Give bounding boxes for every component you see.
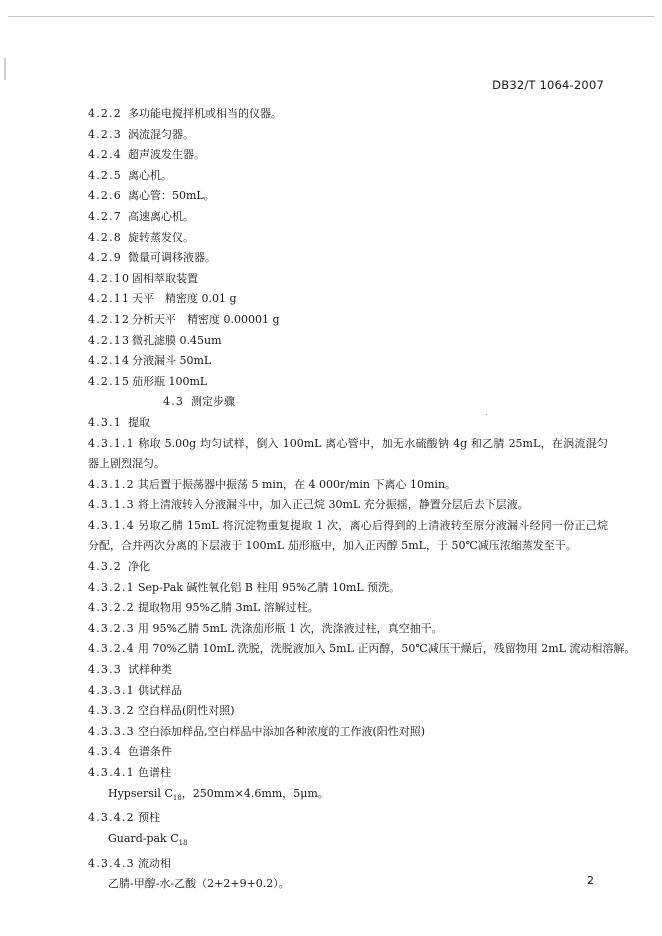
list-item: 4.2.10 固相萃取装置: [88, 271, 198, 285]
list-item: 4.2.13 微孔滤膜 0.45um: [88, 333, 222, 347]
list-item: 4.2.15 茄形瓶 100mL: [88, 374, 208, 388]
paragraph: 4.3.3.2 空白样品(阴性对照): [88, 704, 235, 718]
paragraph: 4.3.2.2 提取物用 95%乙腈 3mL 溶解过柱。: [88, 601, 319, 615]
subsection-heading: 4.3.3 试样种类: [88, 663, 172, 677]
paragraph: 4.3.1.1 称取 5.00g 均匀试样，倒入 100mL 离心管中，加无水硫酸钠 4g 和乙腈 25mL，在涡流混匀器上剧烈混匀。: [88, 436, 608, 471]
list-item: 4.2.11 天平 精密度 0.01 g: [88, 292, 237, 306]
subsection-heading: 4.3.4 色谱条件: [88, 745, 172, 759]
paragraph: 4.3.1.2 其后置于振荡器中振荡 5 min，在 4 000r/min 下离心 10min。: [88, 477, 457, 491]
paragraph: 4.3.3.1 供试样品: [88, 683, 182, 697]
column-spec: Hypsersil $C_{18}$，250mm×4.6mm，5μm。: [108, 786, 329, 802]
list-item: 4.2.6 离心管：50mL。: [88, 189, 215, 203]
page-number: 2: [587, 874, 594, 887]
subsection-heading: 4.3.2 净化: [88, 560, 150, 574]
list-item: 4.2.14 分液漏斗 50mL: [88, 354, 212, 368]
paragraph: 4.3.1.4 另取乙腈 15mL 将沉淀物重复提取 1 次，离心后得到的上清液转至原分液漏斗经同一份正己烷分配，合并两次分离的下层液于 100mL 茄形瓶中，加入正丙醇 5mL，于 50℃减压浓缩蒸发至干。: [88, 518, 608, 553]
list-item: 4.2.4 超声波发生器。: [88, 148, 205, 162]
subsubsection-heading: 4.3.4.1 色谱柱: [88, 766, 171, 779]
mobile-phase-spec: 乙腈-甲醇-水-乙酸（2+2+9+0.2）。: [108, 877, 290, 891]
scan-edge-mark: [4, 58, 6, 80]
subsubsection-heading: 4.3.4.3 流动相: [88, 856, 171, 870]
document-body: [88, 104, 636, 895]
list-item: 4.2.3 涡流混匀器。: [88, 127, 194, 141]
paragraph: 4.3.2.4 用 70%乙腈 10mL 洗脱，洗脱液加入 5mL 正丙醇，50℃减压干燥后，残留物用 2mL 流动相溶解。: [88, 642, 636, 656]
paragraph: 4.3.1.3 将上清液转入分液漏斗中，加入正己烷 30mL 充分振摇，静置分层后去下层液。: [88, 498, 529, 512]
paragraph: 4.3.2.1 Sep-Pak 碱性氧化铝 B 柱用 95%乙腈 10mL 预洗。: [88, 580, 401, 594]
list-item: 4.2.2 多功能电搅拌机或相当的仪器。: [88, 107, 282, 120]
list-item: 4.2.9 微量可调移液器。: [88, 251, 216, 265]
subsection-heading: 4.3.1 提取: [88, 415, 150, 429]
list-item: 4.2.7 高速离心机。: [88, 209, 194, 223]
subsubsection-heading: 4.3.4.2 预柱: [88, 811, 160, 825]
document-code: DB32/T 1064-2007: [492, 78, 604, 92]
list-item: 4.2.12 分析天平 精密度 0.00001 g: [88, 312, 280, 326]
scan-edge-line: [8, 16, 654, 17]
section-heading: 4.3 测定步骤: [163, 395, 235, 409]
paragraph: 4.3.3.3 空白添加样品,空白样品中添加各种浓度的工作液(阳性对照): [88, 724, 426, 738]
guard-column-spec: Guard-pak $C_{18}$: [108, 831, 188, 848]
list-item: 4.2.8 旋转蒸发仪。: [88, 230, 194, 244]
paragraph: 4.3.2.3 用 95%乙腈 5mL 洗涤茄形瓶 1 次，洗涤液过柱，真空抽干。: [88, 621, 443, 635]
list-item: 4.2.5 离心机。: [88, 168, 172, 182]
